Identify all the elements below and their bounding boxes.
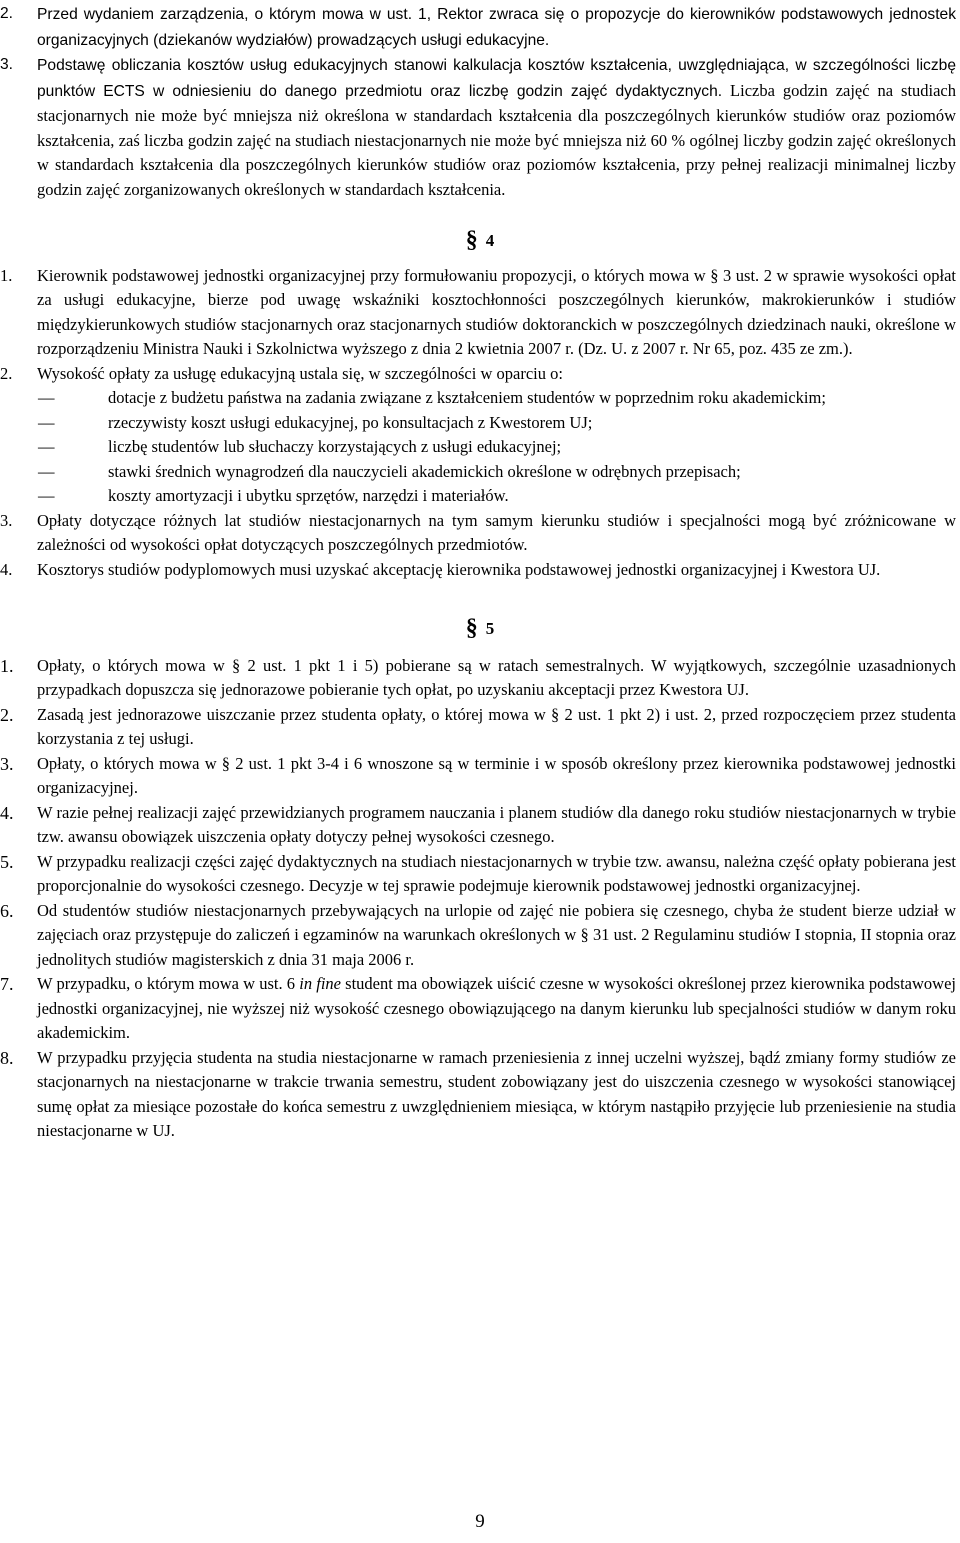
item-text: Zasadą jest jednorazowe uiszczanie przez studenta opłaty, o której mowa w § 2 ust. 1 pkt 2) i ust. 2, przed rozpoczęciem przez studenta korzystania z tej usługi. (37, 704, 956, 748)
list-item (0, 435, 960, 460)
list-item-text: stawki średnich wynagrodzeń dla nauczycieli akademickich określone w odrębnych przepisach; (108, 461, 741, 481)
section4-item-3 (0, 509, 960, 558)
item-text: Kosztorys studiów podyplomowych musi uzyskać akceptację kierownika podstawowej jednostki organizacyjnej i Kwestora UJ. (37, 559, 881, 579)
section5-item-1 (0, 654, 960, 703)
list-item (0, 460, 960, 485)
item-text: W przypadku realizacji części zajęć dydaktycznych na studiach niestacjonarnych w trybie tzw. awansu, należna część opłaty pobierana jest proporcjonalnie do wysokości czesnego. Decyzje w tej sprawie podejmuje kierownik podstawowej jednostki organizacyjnej. (37, 851, 956, 895)
item-number: 8. (0, 1047, 14, 1068)
section-heading-4 (0, 228, 960, 254)
item-number: 1. (0, 655, 14, 676)
section4-item-4 (0, 558, 960, 583)
section5-item-4 (0, 801, 960, 850)
item-text: W razie pełnej realizacji zajęć przewidzianych programem nauczania i planem studiów dla danego roku studiów niestacjonarnych w trybie tzw. awansu obowiązek uiszczenia opłaty dotyczy pełnej wysokości czesnego. (37, 802, 956, 846)
list-item-text: rzeczywisty koszt usługi edukacyjnej, po konsultacjach z Kwestorem UJ; (108, 412, 593, 432)
item-number: 2. (0, 363, 13, 383)
item-number: 7. (0, 974, 14, 994)
list-item (0, 386, 960, 411)
item-text-italic: in fine (299, 974, 341, 993)
section-symbol: § (465, 227, 478, 253)
section5-item-6 (0, 899, 960, 973)
criteria-list (0, 386, 960, 509)
paragraph-item-2 (0, 2, 960, 53)
item-text-part: student ma obowiązek uiścić czesne w wysokości określonej przez kierownika podstawowej jednostki organizacyjnej, nie wyższej niż wysokość czesnego obowiązującego na danym kierunku lub specjalności studiów w danym roku akademickim. (37, 974, 956, 1042)
item-number: 1. (0, 265, 13, 285)
dash-bullet-icon: — (38, 388, 55, 407)
list-item (0, 484, 960, 509)
list-item-text: koszty amortyzacji i ubytku sprzętów, narzędzi i materiałów. (108, 486, 509, 505)
item-text: Kierownik podstawowej jednostki organizacyjnej przy formułowaniu propozycji, o których mowa w § 3 ust. 2 w sprawie wysokości opłat za usługi edukacyjne, bierze pod uwagę wskaźniki kosztochłonności poszczególnych kierunków, makrokierunków i studiów międzykierunkowych studiów stacjonarnych oraz stacjonarnych studiów doktoranckich w poszczególnych dziedzinach nauki, określone w rozporządzeniu Ministra Nauki i Szkolnictwa wyższego z dnia 2 kwietnia 2007 r. (Dz. U. z 2007 r. Nr 65, poz. 435 ze zm.). (37, 265, 956, 358)
item-number: 4. (0, 559, 13, 579)
item-number: 6. (0, 900, 14, 921)
item-text (37, 974, 956, 1042)
dash-bullet-icon: — (38, 486, 55, 505)
item-text: Od studentów studiów niestacjonarnych przebywających na urlopie od zajęć nie pobiera się czesnego, chyba że student bierze udział w zajęciach oraz przystępuje do zaliczeń i egzaminów na warunkach określonych w § 31 ust. 2 Regulaminu studiów I stopnia, II stopnia oraz jednolitych studiów magisterskich z dnia 31 maja 2006 r. (37, 900, 956, 969)
section-symbol: § (465, 615, 478, 641)
item-text: Wysokość opłaty za usługę edukacyjną ustala się, w szczególności w oparciu o: (37, 363, 563, 383)
item-number: 5. (0, 851, 14, 872)
paragraph-item-3 (0, 53, 960, 202)
section5-item-8 (0, 1046, 960, 1144)
section5-item-7 (0, 972, 960, 1046)
item-number: 4. (0, 802, 14, 823)
item-text-part: W przypadku, o którym mowa w ust. 6 (37, 974, 300, 993)
item-text: Podstawę obliczania kosztów usług edukacyjnych stanowi kalkulacja kosztów kształcenia, uwzględniająca, w szczególności liczbę punktów ECTS w odniesieniu do danego przedmiotu oraz liczbę godzin zajęć dydaktycznych. (37, 57, 956, 100)
section4-item-2 (0, 362, 960, 387)
list-item (0, 411, 960, 436)
list-item-text: liczbę studentów lub słuchaczy korzystających z usługi edukacyjnej; (108, 437, 562, 456)
item-number: 3. (0, 753, 14, 774)
dash-bullet-icon: — (38, 461, 55, 481)
item-text: Opłaty, o których mowa w § 2 ust. 1 pkt 1 i 5) pobierane są w ratach semestralnych. W wyjątkowych, szczególnie uzasadnionych przypadkach dopuszcza się jednorazowe pobieranie tych opłat, po uzyskaniu akceptacji przez Kwestora UJ. (37, 655, 956, 699)
item-number: 3. (0, 56, 14, 73)
list-item-text: dotacje z budżetu państwa na zadania związane z kształceniem studentów w poprzednim roku akademickim; (108, 388, 826, 407)
item-text: W przypadku przyjęcia studenta na studia niestacjonarne w ramach przeniesienia z innej uczelni wyższej, bądź zmiany formy studiów ze stacjonarnych na niestacjonarne w trakcie trwania semestru, student zobowiązany jest do uiszczenia czesnego w wysokości stanowiącej sumę opłat za miesiące pozostałe do końca semestru z uwzględnieniem miesiąca, w którym nastąpiło przyjęcie lub przeniesienie na studia niestacjonarne w UJ. (37, 1047, 956, 1140)
item-text: Opłaty, o których mowa w § 2 ust. 1 pkt 3-4 i 6 wnoszone są w terminie i w sposób określony przez kierownika podstawowej jednostki organizacyjnej. (37, 753, 956, 797)
dash-bullet-icon: — (38, 412, 55, 432)
section5-item-3 (0, 752, 960, 801)
section-number: 4 (485, 231, 495, 250)
section5-item-2 (0, 703, 960, 752)
section5-item-5 (0, 850, 960, 899)
item-number: 3. (0, 510, 13, 530)
dash-bullet-icon: — (38, 437, 55, 456)
item-number: 2. (0, 704, 14, 725)
section-number: 5 (485, 619, 495, 638)
section4-item-1 (0, 264, 960, 362)
section-heading-5 (0, 616, 960, 642)
item-number: 2. (0, 5, 14, 22)
item-text: Opłaty dotyczące różnych lat studiów niestacjonarnych na tym samym kierunku studiów i specjalności mogą być zróżnicowane w zależności od wysokości opłat dotyczących poszczególnych przedmiotów. (37, 510, 956, 554)
page-number: 9 (475, 1511, 485, 1532)
item-text: Przed wydaniem zarządzenia, o którym mowa w ust. 1, Rektor zwraca się o propozycje do kierowników podstawowych jednostek organizacyjnych (dziekanów wydziałów) prowadzących usługi edukacyjne. (37, 6, 956, 49)
item-text-continued: Liczba godzin zajęć na studiach stacjonarnych nie może być mniejsza niż określona w standardach kształcenia dla poszczególnych kierunków studiów oraz poziomów kształcenia, zaś liczba godzin zajęć na studiach niestacjonarnych nie może być mniejsza niż 60 % ogólnej liczby godzin zajęć określonych w standardach kształcenia dla poszczególnych kierunków studiów oraz poziomów kształcenia, przy pełnej realizacji minimalnej liczby godzin zajęć zorganizowanych określonych w standardach kształcenia. (37, 80, 957, 199)
